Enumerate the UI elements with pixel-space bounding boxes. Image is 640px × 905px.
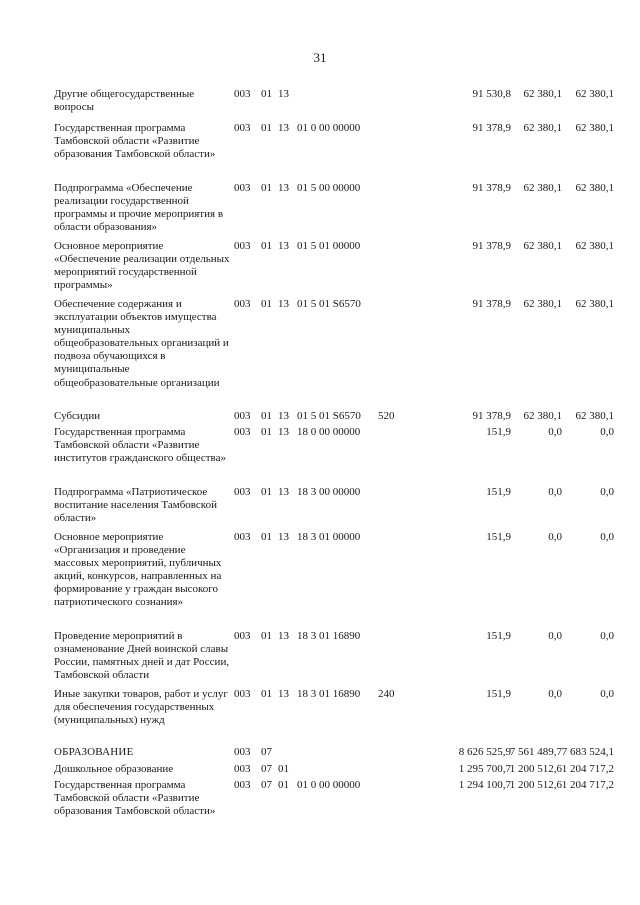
section-code: 07 [261,763,272,775]
table-row [54,630,614,688]
amount-year-3: 0,0 [600,426,614,438]
amount-year-2: 0,0 [548,426,562,438]
target-article-code: 01 0 00 00000 [297,122,361,134]
amount-year-3: 0,0 [600,531,614,543]
amount-year-2: 62 380,1 [523,240,562,252]
amount-year-2: 1 200 512,6 [509,763,562,775]
amount-year-1: 151,9 [486,630,511,642]
table-row [54,240,614,298]
section-code: 01 [261,688,272,700]
amount-year-1: 8 626 525,9 [458,746,511,758]
amount-year-1: 91 530,8 [472,88,511,100]
amount-year-2: 0,0 [548,531,562,543]
row-name: Подпрограмма «Обеспечение реализации государственной программы и прочие мероприятия в области образования» [54,182,224,234]
section-code: 01 [261,426,272,438]
amount-year-2: 62 380,1 [523,88,562,100]
department-code: 003 [234,486,251,498]
section-code: 01 [261,298,272,310]
amount-year-2: 62 380,1 [523,182,562,194]
subsection-code: 13 [278,426,289,438]
amount-year-2: 62 380,1 [523,122,562,134]
section-code: 01 [261,531,272,543]
row-name: Проведение мероприятий в ознаменование Дней воинской славы России, памятных дней и дат России, Тамбовской области [54,630,230,682]
section-code: 01 [261,88,272,100]
amount-year-1: 151,9 [486,531,511,543]
target-article-code: 18 3 01 00000 [297,531,361,543]
subsection-code: 13 [278,486,289,498]
target-article-code: 01 5 01 S6570 [297,298,361,310]
section-code: 01 [261,122,272,134]
subsection-code: 13 [278,410,289,422]
amount-year-3: 62 380,1 [575,240,614,252]
department-code: 003 [234,779,251,791]
amount-year-3: 0,0 [600,688,614,700]
row-name: Дошкольное образование [54,763,174,775]
amount-year-3: 7 683 524,1 [561,746,614,758]
section-code: 01 [261,410,272,422]
subsection-code: 13 [278,240,289,252]
amount-year-2: 1 200 512,6 [509,779,562,791]
target-article-code: 01 0 00 00000 [297,779,361,791]
subsection-code: 13 [278,122,289,134]
table-row [54,763,614,779]
amount-year-2: 7 561 489,7 [509,746,562,758]
department-code: 003 [234,531,251,543]
row-name: ОБРАЗОВАНИЕ [54,746,134,758]
amount-year-3: 1 204 717,2 [561,763,614,775]
amount-year-3: 62 380,1 [575,88,614,100]
table-row [54,688,614,746]
row-name: Основное мероприятие «Обеспечение реализации отдельных мероприятий государственной программы» [54,240,230,292]
table-row [54,122,614,182]
amount-year-2: 0,0 [548,688,562,700]
subsection-code: 13 [278,88,289,100]
row-name: Подпрограмма «Патриотическое воспитание населения Тамбовской области» [54,486,217,525]
amount-year-2: 0,0 [548,486,562,498]
amount-year-1: 1 294 100,7 [458,779,511,791]
section-code: 01 [261,182,272,194]
table-row [54,779,614,839]
subsection-code: 13 [278,688,289,700]
target-article-code: 01 5 00 00000 [297,182,361,194]
subsection-code: 01 [278,763,289,775]
amount-year-3: 62 380,1 [575,122,614,134]
amount-year-2: 0,0 [548,630,562,642]
department-code: 003 [234,182,251,194]
amount-year-1: 151,9 [486,426,511,438]
amount-year-1: 151,9 [486,486,511,498]
table-row [54,182,614,240]
section-code: 07 [261,779,272,791]
table-row [54,88,614,122]
row-name: Обеспечение содержания и эксплуатации объектов имущества муниципальных общеобразовательных организаций и подвоза обучающихся в муниципальные общеобразовательные организации [54,298,229,389]
table-row [54,426,614,486]
section-code: 01 [261,630,272,642]
amount-year-2: 62 380,1 [523,298,562,310]
amount-year-1: 151,9 [486,688,511,700]
amount-year-2: 62 380,1 [523,410,562,422]
section-code: 07 [261,746,272,758]
department-code: 003 [234,298,251,310]
subsection-code: 13 [278,630,289,642]
target-article-code: 18 3 01 16890 [297,630,361,642]
expense-type-code: 520 [378,410,395,422]
subsection-code: 13 [278,182,289,194]
row-name: Государственная программа Тамбовской области «Развитие образования Тамбовской области» [54,122,216,161]
amount-year-1: 91 378,9 [472,410,511,422]
amount-year-3: 0,0 [600,630,614,642]
page-number: 31 [313,50,327,65]
amount-year-3: 62 380,1 [575,298,614,310]
row-name: Другие общегосударственные вопросы [54,88,195,114]
amount-year-1: 91 378,9 [472,122,511,134]
table-row [54,746,614,763]
section-code: 01 [261,240,272,252]
amount-year-1: 91 378,9 [472,298,511,310]
target-article-code: 18 3 00 00000 [297,486,361,498]
budget-table [54,88,614,839]
department-code: 003 [234,630,251,642]
section-code: 01 [261,486,272,498]
amount-year-3: 62 380,1 [575,410,614,422]
table-row [54,298,614,410]
amount-year-1: 91 378,9 [472,182,511,194]
table-row [54,531,614,630]
amount-year-3: 62 380,1 [575,182,614,194]
table-row [54,486,614,531]
department-code: 003 [234,410,251,422]
amount-year-3: 0,0 [600,486,614,498]
row-name: Основное мероприятие «Организация и проведение массовых мероприятий, публичных акций, конкурсов, направленных на формирование у граждан высокого патриотического сознания» [54,531,222,609]
target-article-code: 18 0 00 00000 [297,426,361,438]
department-code: 003 [234,88,251,100]
target-article-code: 01 5 01 S6570 [297,410,361,422]
target-article-code: 18 3 01 16890 [297,688,361,700]
expense-type-code: 240 [378,688,395,700]
row-name: Иные закупки товаров, работ и услуг для обеспечения государственных (муниципальных) нужд [54,688,228,727]
subsection-code: 13 [278,531,289,543]
department-code: 003 [234,426,251,438]
target-article-code: 01 5 01 00000 [297,240,361,252]
row-name: Государственная программа Тамбовской области «Развитие образования Тамбовской области» [54,779,216,818]
department-code: 003 [234,746,251,758]
table-row [54,410,614,426]
department-code: 003 [234,240,251,252]
row-name: Государственная программа Тамбовской области «Развитие институтов гражданского общества» [54,426,226,465]
amount-year-1: 1 295 700,7 [458,763,511,775]
subsection-code: 01 [278,779,289,791]
department-code: 003 [234,122,251,134]
subsection-code: 13 [278,298,289,310]
department-code: 003 [234,688,251,700]
department-code: 003 [234,763,251,775]
row-name: Субсидии [54,410,101,422]
amount-year-3: 1 204 717,2 [561,779,614,791]
amount-year-1: 91 378,9 [472,240,511,252]
